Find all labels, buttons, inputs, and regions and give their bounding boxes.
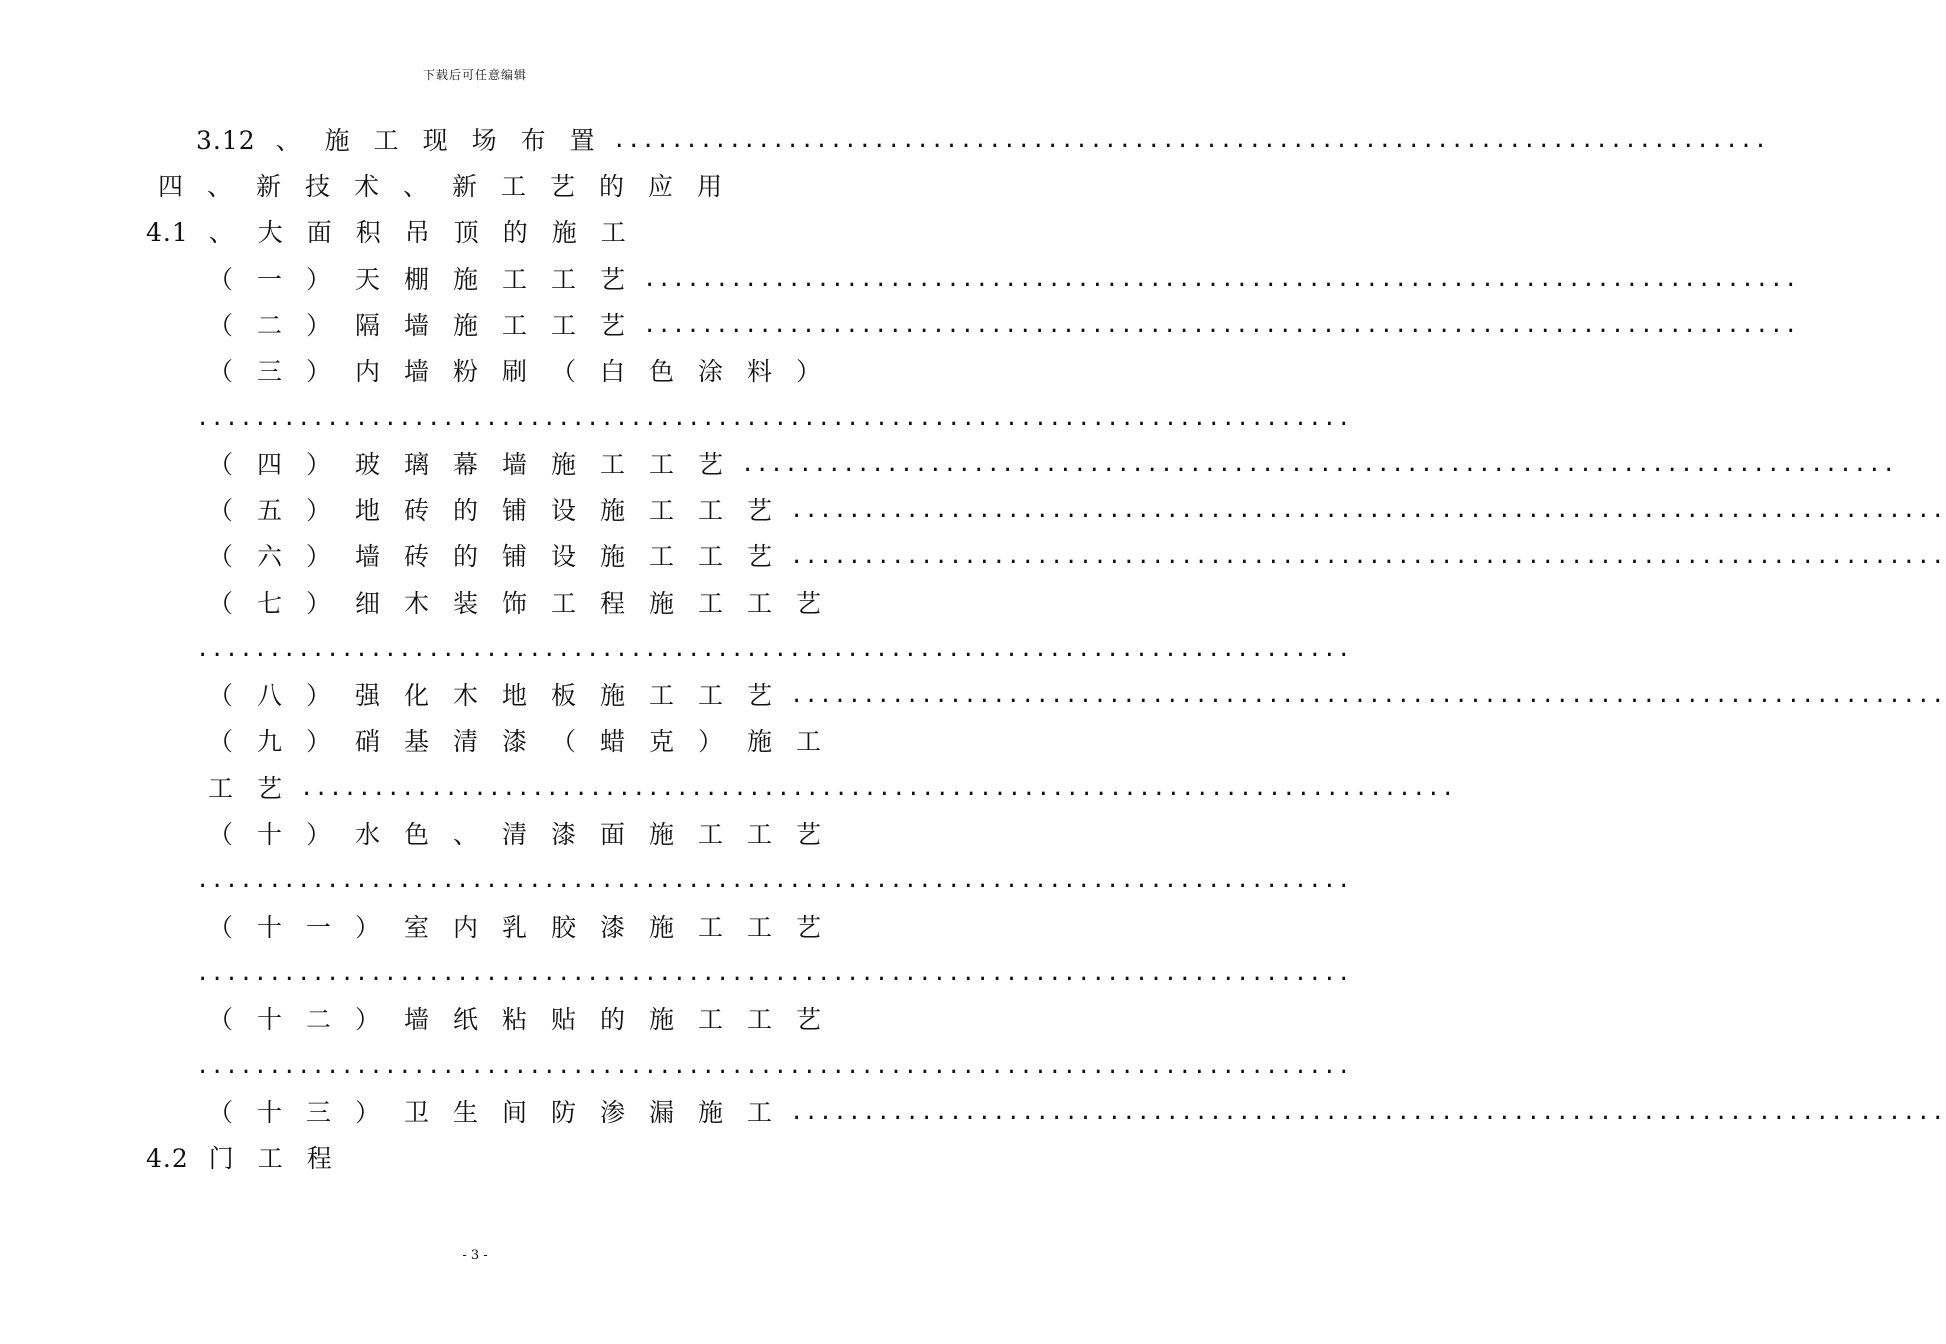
toc-char: 内 <box>354 357 380 386</box>
toc-char: 大 <box>257 218 283 247</box>
toc-char: ） <box>305 681 331 710</box>
toc-char: 硝 <box>354 727 380 756</box>
toc-char: （ <box>207 450 233 479</box>
toc-char: 细 <box>354 589 380 618</box>
toc-char: 色 <box>403 820 429 849</box>
toc-char: 卫 <box>403 1098 429 1127</box>
toc-char: 施 <box>648 820 674 849</box>
toc-char: 墙 <box>403 311 429 340</box>
toc-char: 蜡 <box>599 727 625 756</box>
toc-char: （ <box>207 265 233 294</box>
toc-char: 三 <box>305 1098 331 1127</box>
toc-char: 五 <box>256 496 282 525</box>
toc-char: 艺 <box>256 774 282 803</box>
toc-line-item-1 <box>196 263 637 297</box>
toc-char: 清 <box>501 820 527 849</box>
toc-line-3-12 <box>196 124 607 158</box>
toc-char: 施 <box>551 218 577 247</box>
toc-char: 设 <box>550 542 576 571</box>
toc-line-item-4 <box>196 448 735 482</box>
toc-char: 水 <box>354 820 380 849</box>
toc-line-item-3 <box>196 355 833 389</box>
toc-char: 化 <box>403 681 429 710</box>
toc-char: 艺 <box>746 681 772 710</box>
toc-char: 工 <box>501 311 527 340</box>
toc-char: 工 <box>746 1098 772 1127</box>
toc-char: （ <box>207 542 233 571</box>
toc-char: 、 <box>452 820 478 849</box>
page-header: 下载后可任意编辑 <box>422 68 527 82</box>
toc-char: （ <box>550 727 576 756</box>
toc-char: 的 <box>598 172 624 201</box>
toc-char: 璃 <box>403 450 429 479</box>
toc-char: 的 <box>599 1005 625 1034</box>
toc-line-item-2 <box>196 309 637 343</box>
toc-char: 应 <box>647 172 673 201</box>
toc-char: 工 <box>648 450 674 479</box>
toc-char: 内 <box>452 913 478 942</box>
toc-char: 板 <box>550 681 576 710</box>
toc-char: 设 <box>550 496 576 525</box>
toc-char: 基 <box>403 727 429 756</box>
toc-char: 工 <box>697 913 723 942</box>
toc-char: 装 <box>452 589 478 618</box>
toc-char: 施 <box>648 1005 674 1034</box>
toc-char: 工 <box>697 820 723 849</box>
toc-char: 乳 <box>501 913 527 942</box>
toc-char: 工 <box>697 496 723 525</box>
toc-char: 地 <box>354 496 380 525</box>
toc-line-item-8 <box>196 679 784 713</box>
toc-char: 四 <box>157 172 183 201</box>
toc-char: 饰 <box>501 589 527 618</box>
toc-char: 纸 <box>452 1005 478 1034</box>
toc-char: 漏 <box>648 1098 674 1127</box>
toc-char: 布 <box>520 126 546 155</box>
dot-leader: ................................................................................ <box>643 313 1799 338</box>
toc-char: （ <box>207 311 233 340</box>
toc-char: 铺 <box>501 496 527 525</box>
toc-char: 生 <box>452 1098 478 1127</box>
toc-char: ） <box>354 1005 380 1034</box>
toc-char: 工 <box>746 589 772 618</box>
toc-char: ） <box>354 913 380 942</box>
toc-char: 施 <box>452 265 478 294</box>
section-number: 4.2 <box>146 1144 189 1173</box>
toc-char: 施 <box>746 727 772 756</box>
toc-char: （ <box>207 820 233 849</box>
toc-char: 吊 <box>404 218 430 247</box>
toc-char: 工 <box>746 1005 772 1034</box>
toc-char: 工 <box>501 265 527 294</box>
toc-char: 砖 <box>403 542 429 571</box>
toc-char: 艺 <box>599 265 625 294</box>
toc-char: 新 <box>255 172 281 201</box>
toc-line-item-10 <box>196 818 833 852</box>
toc-char: 木 <box>452 681 478 710</box>
toc-line-item-9 <box>196 725 833 759</box>
toc-char: 棚 <box>403 265 429 294</box>
toc-char: 工 <box>599 450 625 479</box>
toc-char: （ <box>207 357 233 386</box>
dot-leader: ................................................................................ <box>643 267 1799 292</box>
toc-char: 墙 <box>354 542 380 571</box>
toc-char: ） <box>305 589 331 618</box>
toc-char: 工 <box>600 218 626 247</box>
dot-leader: ................................................................................ <box>612 128 1769 153</box>
toc-char: 的 <box>452 542 478 571</box>
toc-line-item-5 <box>196 494 784 528</box>
toc-char: 工 <box>697 542 723 571</box>
toc-char: 施 <box>599 496 625 525</box>
toc-char: 天 <box>354 265 380 294</box>
toc-char: 、 <box>402 172 428 201</box>
toc-char: 置 <box>569 126 595 155</box>
toc-line-item-11 <box>196 911 833 945</box>
toc-char: 现 <box>422 126 448 155</box>
toc-char: ） <box>305 265 331 294</box>
toc-char: 面 <box>599 820 625 849</box>
dot-leader: ................................................................................ <box>790 498 1946 523</box>
toc-char: 白 <box>599 357 625 386</box>
toc-char: （ <box>207 1098 233 1127</box>
toc-char: 粉 <box>452 357 478 386</box>
toc-char: 一 <box>305 913 331 942</box>
toc-char: 九 <box>256 727 282 756</box>
toc-char: 玻 <box>354 450 380 479</box>
toc-char: （ <box>550 357 576 386</box>
toc-char: 粘 <box>501 1005 527 1034</box>
toc-char: 工 <box>550 265 576 294</box>
toc-char: 顶 <box>453 218 479 247</box>
dot-leader: ................................................................................ <box>196 868 1352 893</box>
toc-char: 艺 <box>549 172 575 201</box>
toc-char: 一 <box>256 265 282 294</box>
toc-char: 漆 <box>501 727 527 756</box>
toc-char: 渗 <box>599 1098 625 1127</box>
toc-char: 三 <box>256 357 282 386</box>
toc-char: 施 <box>550 450 576 479</box>
toc-char: 程 <box>306 1144 332 1173</box>
toc-char: 施 <box>599 542 625 571</box>
toc-char: 工 <box>697 589 723 618</box>
toc-char: 工 <box>795 727 821 756</box>
toc-char: 四 <box>256 450 282 479</box>
toc-char: 间 <box>501 1098 527 1127</box>
toc-char: 工 <box>373 126 399 155</box>
toc-char: 的 <box>502 218 528 247</box>
toc-char: 艺 <box>746 542 772 571</box>
toc-char: 墙 <box>403 357 429 386</box>
toc-char: 二 <box>256 311 282 340</box>
toc-char: 十 <box>256 1098 282 1127</box>
toc-char: ） <box>305 496 331 525</box>
toc-char: 工 <box>697 1005 723 1034</box>
toc-char: 施 <box>324 126 350 155</box>
toc-char: 墙 <box>501 450 527 479</box>
toc-char: 铺 <box>501 542 527 571</box>
toc-char: 强 <box>354 681 380 710</box>
toc-char: 七 <box>256 589 282 618</box>
toc-char: 程 <box>599 589 625 618</box>
toc-char: 工 <box>207 774 233 803</box>
toc-char: ） <box>305 450 331 479</box>
toc-char: 八 <box>256 681 282 710</box>
dot-leader: ................................................................................ <box>196 961 1352 986</box>
toc-line-item-7 <box>196 587 833 621</box>
toc-char: 工 <box>550 311 576 340</box>
toc-char: 、 <box>206 172 232 201</box>
toc-char: 门 <box>208 1144 234 1173</box>
toc-char: ） <box>305 542 331 571</box>
toc-char: 工 <box>697 681 723 710</box>
toc-char: 艺 <box>795 820 821 849</box>
toc-char: 克 <box>648 727 674 756</box>
toc-char: 刷 <box>501 357 527 386</box>
dot-leader: ................................................................................ <box>790 544 1946 569</box>
toc-char: 积 <box>355 218 381 247</box>
toc-char: 场 <box>471 126 497 155</box>
toc-char: 面 <box>306 218 332 247</box>
section-number: 3.12 <box>196 126 256 155</box>
toc-char: 料 <box>746 357 772 386</box>
toc-line-item-9-cont <box>196 772 294 806</box>
toc-char: 艺 <box>599 311 625 340</box>
toc-char: ） <box>305 820 331 849</box>
toc-char: 工 <box>746 913 772 942</box>
toc-char: 艺 <box>795 1005 821 1034</box>
toc-char: 清 <box>452 727 478 756</box>
toc-char: 十 <box>256 820 282 849</box>
toc-char: 工 <box>257 1144 283 1173</box>
toc-char: 工 <box>648 542 674 571</box>
page-number: - 3 - <box>462 1248 488 1263</box>
dot-leader: ................................................................................ <box>196 406 1352 431</box>
toc-char: ） <box>697 727 723 756</box>
toc-line-section-4 <box>146 170 734 204</box>
toc-char: 色 <box>648 357 674 386</box>
toc-char: 漆 <box>550 820 576 849</box>
toc-char: 用 <box>696 172 722 201</box>
toc-line-item-12 <box>196 1003 833 1037</box>
toc-char: （ <box>207 727 233 756</box>
toc-char: 施 <box>648 913 674 942</box>
dot-leader: ................................................................................ <box>196 1054 1352 1079</box>
toc-char: 术 <box>353 172 379 201</box>
toc-char: ） <box>795 357 821 386</box>
toc-line-4-1 <box>146 216 638 250</box>
toc-char: 涂 <box>697 357 723 386</box>
toc-char: 艺 <box>697 450 723 479</box>
toc-char: 胶 <box>550 913 576 942</box>
toc-char: ） <box>305 357 331 386</box>
toc-char: 幕 <box>452 450 478 479</box>
toc-char: 的 <box>452 496 478 525</box>
toc-char: 隔 <box>354 311 380 340</box>
toc-char: 、 <box>275 126 301 155</box>
toc-char: 艺 <box>795 913 821 942</box>
toc-char: 施 <box>599 681 625 710</box>
toc-char: 地 <box>501 681 527 710</box>
toc-char: （ <box>207 1005 233 1034</box>
toc-char: （ <box>207 589 233 618</box>
dot-leader: ................................................................................ <box>196 637 1352 662</box>
dot-leader: ................................................................................ <box>300 776 1456 801</box>
toc-char: 十 <box>256 1005 282 1034</box>
toc-char: 十 <box>256 913 282 942</box>
toc-char: （ <box>207 496 233 525</box>
toc-char: 防 <box>550 1098 576 1127</box>
toc-line-item-6 <box>196 540 784 574</box>
toc-char: ） <box>305 727 331 756</box>
toc-char: 漆 <box>599 913 625 942</box>
toc-char: （ <box>207 913 233 942</box>
dot-leader: ................................................................................ <box>790 683 1946 708</box>
toc-char: 工 <box>648 496 674 525</box>
toc-char: 室 <box>403 913 429 942</box>
toc-char: 工 <box>746 820 772 849</box>
toc-char: （ <box>207 681 233 710</box>
toc-char: 艺 <box>795 589 821 618</box>
toc-char: 木 <box>403 589 429 618</box>
toc-char: 墙 <box>403 1005 429 1034</box>
dot-leader: ................................................................................ <box>790 1100 1946 1125</box>
toc-char: 、 <box>208 218 234 247</box>
toc-char: 工 <box>648 681 674 710</box>
toc-char: 工 <box>550 589 576 618</box>
toc-char: 施 <box>648 589 674 618</box>
toc-char: 施 <box>452 311 478 340</box>
toc-char: 砖 <box>403 496 429 525</box>
toc-char: 贴 <box>550 1005 576 1034</box>
dot-leader: ................................................................................ <box>741 452 1897 477</box>
toc-line-item-13 <box>196 1096 784 1130</box>
toc-char: ） <box>305 311 331 340</box>
toc-line-4-2 <box>146 1142 344 1176</box>
toc-char: 二 <box>305 1005 331 1034</box>
section-number: 4.1 <box>146 218 189 247</box>
toc-char: 工 <box>500 172 526 201</box>
toc-char: 六 <box>256 542 282 571</box>
toc-char: 技 <box>304 172 330 201</box>
toc-char: 艺 <box>746 496 772 525</box>
toc-char: ） <box>354 1098 380 1127</box>
toc-char: 施 <box>697 1098 723 1127</box>
toc-char: 新 <box>451 172 477 201</box>
